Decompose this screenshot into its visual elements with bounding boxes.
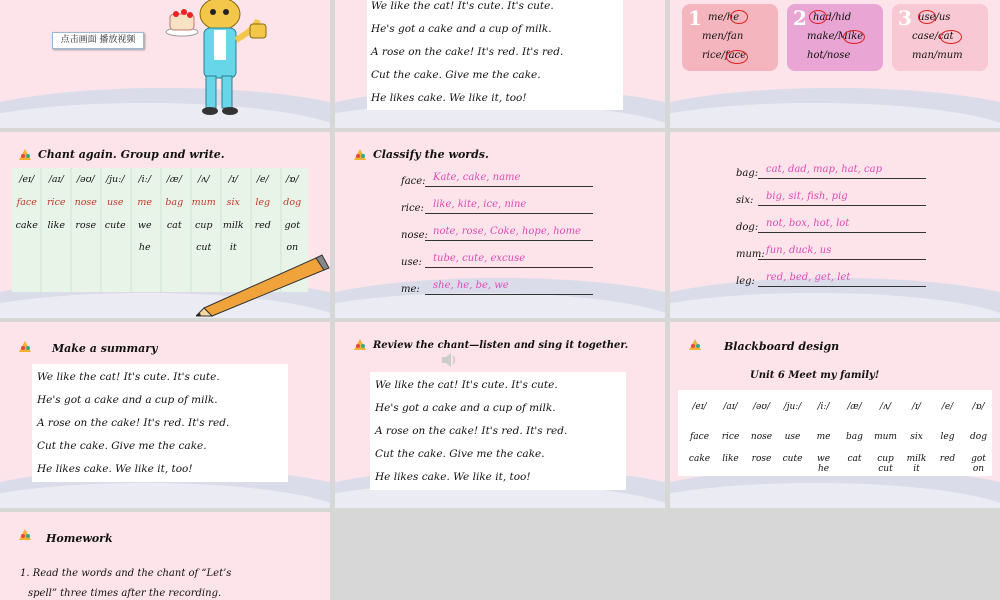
word-cell: nose	[750, 432, 773, 442]
phoneme-header: /eɪ/	[692, 402, 707, 412]
word-cell: like	[47, 220, 65, 231]
answer-text: like, kite, ice, nine	[433, 199, 527, 210]
chant-box	[367, 0, 623, 110]
phoneme-header: /əʊ/	[753, 402, 770, 412]
summary-line: A rose on the cake! It's red. It's red.	[37, 417, 230, 429]
word-cell: cat	[166, 220, 182, 231]
word-cell: milk	[906, 454, 927, 464]
word-cell: face	[689, 432, 710, 442]
word-cell: rice	[46, 197, 66, 208]
circle-mark	[843, 30, 865, 44]
card-word: case/cat	[912, 31, 954, 42]
row-label: dog:	[736, 222, 759, 233]
word-cell: dog	[970, 432, 987, 442]
phoneme-header: /eɪ/	[19, 174, 35, 185]
slide-1-video[interactable]	[0, 0, 330, 128]
word-card[interactable]	[682, 4, 778, 71]
word-cell: red	[939, 454, 956, 464]
circle-mark	[918, 10, 936, 24]
word-cell: cute	[104, 220, 126, 231]
word-cell: dog	[283, 197, 302, 208]
word-card[interactable]	[787, 4, 883, 71]
word-cell: he	[817, 464, 830, 474]
row-label: face:	[401, 176, 426, 187]
word-cell: got	[284, 220, 301, 231]
answer-text: note, rose, Coke, hope, home	[433, 226, 581, 237]
slide-6-classify[interactable]	[670, 132, 1000, 318]
phoneme-header: /ɒ/	[972, 402, 985, 412]
pencil-icon	[196, 252, 330, 318]
phoneme-header: /aɪ/	[723, 402, 738, 412]
slide-title: Homework	[46, 532, 113, 545]
word-cell: cup	[877, 454, 894, 464]
summary-line: He likes cake. We like it, too!	[37, 463, 193, 475]
word-cell: six	[910, 432, 923, 442]
cat-waiter-illustration	[162, 0, 272, 118]
chant-line: A rose on the cake! It's red. It's red.	[371, 46, 564, 58]
bell-icon	[17, 340, 33, 354]
word-cell: me	[137, 197, 153, 208]
chant-line: He's got a cake and a cup of milk.	[371, 23, 552, 35]
card-number: 1	[688, 6, 702, 30]
word-cell: cute	[782, 454, 803, 464]
word-cell: cat	[847, 454, 862, 464]
bell-icon	[17, 528, 33, 542]
row-label: rice:	[401, 203, 424, 214]
card-word: man/mum	[912, 50, 963, 61]
word-cell: it	[913, 464, 920, 474]
phoneme-header: /ʌ/	[879, 402, 892, 412]
row-label: nose:	[401, 230, 428, 241]
word-cell: use	[784, 432, 801, 442]
row-label: six:	[736, 195, 754, 206]
circle-mark	[940, 30, 962, 44]
summary-line: He's got a cake and a cup of milk.	[37, 394, 218, 406]
phoneme-header: /ɪ/	[228, 174, 238, 185]
row-label: me:	[401, 284, 420, 295]
word-cell: me	[816, 432, 831, 442]
slide-3-word-cards[interactable]	[670, 0, 1000, 128]
card-number: 2	[793, 6, 807, 30]
answer-text: cat, dad, map, hat, cap	[766, 164, 883, 175]
word-cell: on	[972, 464, 985, 474]
word-cell: leg	[940, 432, 955, 442]
summary-line: Cut the cake. Give me the cake.	[37, 440, 207, 452]
row-label: mum:	[736, 249, 765, 260]
slide-4-chant-group[interactable]	[0, 132, 330, 318]
play-video-button[interactable]: 点击画面 播放视频	[52, 32, 144, 49]
phoneme-header: /e/	[256, 174, 269, 185]
answer-text: fun, duck, us	[766, 245, 832, 256]
phoneme-header: /æ/	[166, 174, 182, 185]
slide-title: Blackboard design	[724, 340, 840, 353]
phoneme-header: /iː/	[817, 402, 830, 412]
card-word: make/Mike	[807, 31, 864, 42]
circle-mark	[809, 10, 827, 24]
word-cell: use	[106, 197, 124, 208]
review-line: A rose on the cake! It's red. It's red.	[375, 425, 568, 437]
word-cell: cake	[15, 220, 38, 231]
word-cell: mum	[191, 197, 216, 208]
word-cell: nose	[74, 197, 97, 208]
speaker-icon[interactable]	[441, 352, 459, 368]
slide-title: Review the chant—listen and sing it together.	[373, 340, 629, 351]
slide-title: Classify the words.	[373, 148, 489, 161]
slide-9-blackboard[interactable]	[670, 322, 1000, 508]
answer-text: red, bed, get, let	[766, 272, 851, 283]
review-line: He likes cake. We like it, too!	[375, 471, 531, 483]
word-cell: face	[16, 197, 37, 208]
phoneme-header: /ɪ/	[912, 402, 921, 412]
card-word: men/fan	[702, 31, 744, 42]
answer-text: tube, cute, excuse	[433, 253, 526, 264]
slide-7-summary[interactable]	[0, 322, 330, 508]
card-word: me/he	[708, 12, 740, 23]
word-cell: rose	[75, 220, 97, 231]
word-cell: it	[229, 242, 237, 253]
phoneme-header: /aɪ/	[48, 174, 64, 185]
homework-line: spell” three times after the recording.	[28, 588, 222, 599]
row-label: leg:	[736, 276, 755, 287]
card-word: rice/face	[702, 50, 747, 61]
word-cell: cut	[878, 464, 893, 474]
word-cell: milk	[222, 220, 244, 231]
circle-mark	[726, 50, 748, 64]
chant-line: He likes cake. We like it, too!	[371, 92, 527, 104]
bell-icon	[352, 338, 368, 352]
slide-subtitle: Unit 6 Meet my family!	[750, 370, 880, 381]
card-word: use/us	[918, 12, 951, 23]
phoneme-header: /iː/	[138, 174, 152, 185]
bell-icon	[687, 338, 703, 352]
slide-10-homework[interactable]	[0, 512, 330, 600]
word-cell: we	[137, 220, 152, 231]
phoneme-header: /e/	[941, 402, 954, 412]
word-cell: red	[254, 220, 271, 231]
word-cell: got	[971, 454, 986, 464]
phoneme-header: /æ/	[847, 402, 862, 412]
card-word: had/hid	[813, 12, 852, 23]
answer-text: she, he, be, we	[433, 280, 509, 291]
circle-mark	[730, 10, 748, 24]
word-cell: bag	[846, 432, 863, 442]
slide-title: Make a summary	[52, 342, 158, 355]
word-cell: like	[722, 454, 739, 464]
word-cell: on	[286, 242, 299, 253]
answer-text: Kate, cake, name	[433, 172, 521, 183]
phoneme-header: /əʊ/	[76, 174, 95, 185]
word-cell: he	[138, 242, 151, 253]
phoneme-header: /juː/	[783, 402, 802, 412]
phoneme-header: /juː/	[105, 174, 125, 185]
slide-title: Chant again. Group and write.	[38, 148, 225, 161]
review-box	[370, 372, 626, 490]
word-cell: cut	[196, 242, 212, 253]
word-cell: mum	[874, 432, 897, 442]
chant-line: We like the cat! It's cute. It's cute.	[371, 0, 554, 12]
card-word: hot/nose	[807, 50, 851, 61]
phoneme-header: /ɒ/	[285, 174, 299, 185]
card-number: 3	[898, 6, 912, 30]
slide-2-chant[interactable]	[335, 0, 665, 128]
answer-text: big, sit, fish, pig	[766, 191, 848, 202]
word-cell: bag	[165, 197, 184, 208]
word-cell: we	[816, 454, 831, 464]
summary-box	[32, 364, 288, 482]
homework-line: 1. Read the words and the chant of “Let’s	[20, 568, 232, 579]
word-card[interactable]	[892, 4, 988, 71]
word-cell: six	[226, 197, 240, 208]
word-cell: rice	[721, 432, 740, 442]
word-cell: leg	[255, 197, 271, 208]
review-line: We like the cat! It's cute. It's cute.	[375, 379, 558, 391]
slide-5-classify[interactable]	[335, 132, 665, 318]
bell-icon	[352, 148, 368, 162]
word-cell: cup	[194, 220, 213, 231]
summary-line: We like the cat! It's cute. It's cute.	[37, 371, 220, 383]
bell-icon	[17, 148, 33, 162]
chant-line: Cut the cake. Give me the cake.	[371, 69, 541, 81]
review-line: He's got a cake and a cup of milk.	[375, 402, 556, 414]
word-cell: cake	[688, 454, 711, 464]
word-cell: rose	[751, 454, 772, 464]
row-label: use:	[401, 257, 422, 268]
slide-8-review[interactable]	[335, 322, 665, 508]
answer-text: not, box, hot, lot	[766, 218, 850, 229]
phoneme-header: /ʌ/	[197, 174, 210, 185]
row-label: bag:	[736, 168, 759, 179]
review-line: Cut the cake. Give me the cake.	[375, 448, 545, 460]
